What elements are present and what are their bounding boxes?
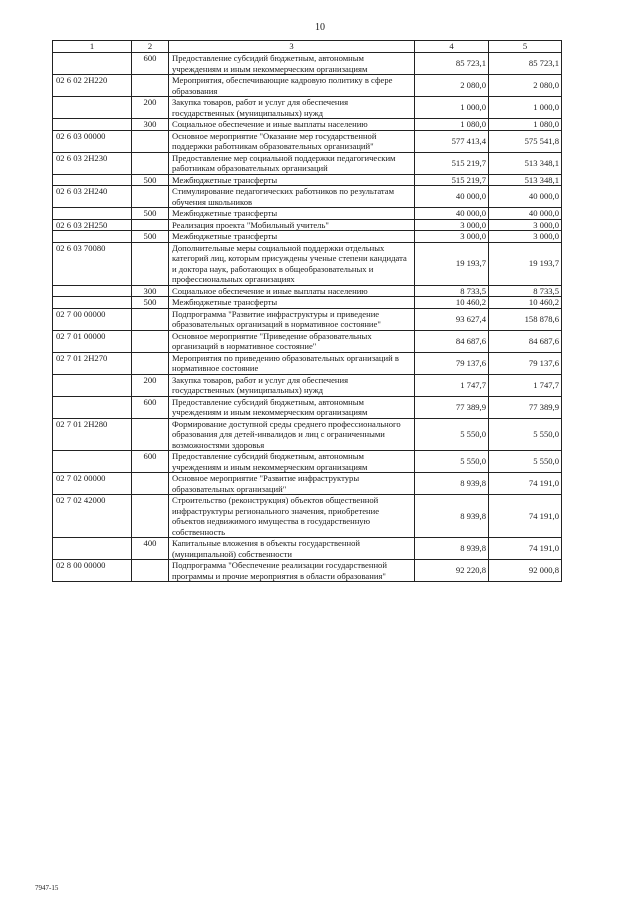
expense-type-cell bbox=[132, 186, 169, 208]
expense-type-cell: 300 bbox=[132, 119, 169, 131]
item-name-cell: Основное мероприятие "Развитие инфраструктуры образовательных организаций" bbox=[169, 473, 415, 495]
expense-type-cell: 500 bbox=[132, 208, 169, 220]
item-name-cell: Мероприятия по приведению образовательных организаций в нормативное состояние bbox=[169, 352, 415, 374]
expense-type-cell: 400 bbox=[132, 538, 169, 560]
table-body bbox=[53, 53, 562, 582]
value-1-cell: 85 723,1 bbox=[415, 53, 489, 75]
page-number: 10 bbox=[315, 22, 325, 33]
value-1-cell: 515 219,7 bbox=[415, 174, 489, 186]
column-header-type: 2 bbox=[132, 41, 169, 53]
value-2-cell: 40 000,0 bbox=[489, 186, 562, 208]
value-1-cell: 3 000,0 bbox=[415, 219, 489, 231]
value-2-cell: 158 878,6 bbox=[489, 308, 562, 330]
item-name-cell: Реализация проекта "Мобильный учитель" bbox=[169, 219, 415, 231]
value-2-cell: 79 137,6 bbox=[489, 352, 562, 374]
expense-type-cell bbox=[132, 75, 169, 97]
code-cell bbox=[53, 297, 132, 309]
table-row bbox=[53, 308, 562, 330]
value-1-cell: 92 220,8 bbox=[415, 560, 489, 582]
code-cell bbox=[53, 451, 132, 473]
value-2-cell: 575 541,8 bbox=[489, 130, 562, 152]
expense-type-cell: 600 bbox=[132, 396, 169, 418]
expense-type-cell bbox=[132, 219, 169, 231]
table-row bbox=[53, 285, 562, 297]
value-1-cell: 77 389,9 bbox=[415, 396, 489, 418]
value-1-cell: 8 733,5 bbox=[415, 285, 489, 297]
table-row bbox=[53, 219, 562, 231]
expense-type-cell: 500 bbox=[132, 297, 169, 309]
code-cell: 02 6 03 2Н230 bbox=[53, 152, 132, 174]
expense-type-cell bbox=[132, 330, 169, 352]
value-1-cell: 8 939,8 bbox=[415, 495, 489, 538]
value-1-cell: 577 413,4 bbox=[415, 130, 489, 152]
value-2-cell: 19 193,7 bbox=[489, 242, 562, 285]
value-1-cell: 40 000,0 bbox=[415, 208, 489, 220]
table-row bbox=[53, 451, 562, 473]
table-row bbox=[53, 538, 562, 560]
code-cell: 02 7 01 00000 bbox=[53, 330, 132, 352]
code-cell bbox=[53, 396, 132, 418]
expense-type-cell: 600 bbox=[132, 451, 169, 473]
item-name-cell: Межбюджетные трансферты bbox=[169, 174, 415, 186]
value-1-cell: 10 460,2 bbox=[415, 297, 489, 309]
item-name-cell: Предоставление субсидий бюджетным, автономным учреждениям и иным некоммерческим организациям bbox=[169, 451, 415, 473]
item-name-cell: Межбюджетные трансферты bbox=[169, 231, 415, 243]
table-row bbox=[53, 374, 562, 396]
item-name-cell: Межбюджетные трансферты bbox=[169, 297, 415, 309]
item-name-cell: Социальное обеспечение и иные выплаты населению bbox=[169, 119, 415, 131]
value-1-cell: 5 550,0 bbox=[415, 418, 489, 451]
value-2-cell: 85 723,1 bbox=[489, 53, 562, 75]
table-row bbox=[53, 560, 562, 582]
item-name-cell: Мероприятия, обеспечивающие кадровую политику в сфере образования bbox=[169, 75, 415, 97]
budget-table bbox=[52, 40, 562, 582]
expense-type-cell: 500 bbox=[132, 231, 169, 243]
item-name-cell: Основное мероприятие "Оказание мер государственной поддержки работникам образовательных организаций" bbox=[169, 130, 415, 152]
value-2-cell: 74 191,0 bbox=[489, 495, 562, 538]
item-name-cell: Основное мероприятие "Приведение образовательных организаций в нормативное состояние" bbox=[169, 330, 415, 352]
table-row bbox=[53, 75, 562, 97]
code-cell bbox=[53, 174, 132, 186]
expense-type-cell bbox=[132, 418, 169, 451]
table-row bbox=[53, 53, 562, 75]
expense-type-cell bbox=[132, 352, 169, 374]
code-cell bbox=[53, 374, 132, 396]
value-2-cell: 513 348,1 bbox=[489, 152, 562, 174]
table-row bbox=[53, 297, 562, 309]
item-name-cell: Предоставление мер социальной поддержки педагогическим работникам образовательных организаций bbox=[169, 152, 415, 174]
item-name-cell: Дополнительные меры социальной поддержки отдельных категорий лиц, которым присуждены ученые степени кандидата и доктора наук, работающих в общеобразовательных и профессиональных организациях bbox=[169, 242, 415, 285]
code-cell bbox=[53, 208, 132, 220]
code-cell: 02 7 01 2Н280 bbox=[53, 418, 132, 451]
code-cell: 02 6 03 2Н250 bbox=[53, 219, 132, 231]
item-name-cell: Строительство (реконструкция) объектов общественной инфраструктуры регионального значения, приобретение объектов недвижимого имущества в государственную собственность bbox=[169, 495, 415, 538]
code-cell bbox=[53, 538, 132, 560]
value-1-cell: 3 000,0 bbox=[415, 231, 489, 243]
item-name-cell: Предоставление субсидий бюджетным, автономным учреждениям и иным некоммерческим организациям bbox=[169, 396, 415, 418]
code-cell bbox=[53, 285, 132, 297]
table-row bbox=[53, 208, 562, 220]
expense-type-cell: 200 bbox=[132, 97, 169, 119]
expense-type-cell: 500 bbox=[132, 174, 169, 186]
item-name-cell: Межбюджетные трансферты bbox=[169, 208, 415, 220]
item-name-cell: Подпрограмма "Развитие инфраструктуры и приведение образовательных организаций в нормативное состояние" bbox=[169, 308, 415, 330]
table-row bbox=[53, 130, 562, 152]
expense-type-cell bbox=[132, 152, 169, 174]
code-cell: 02 6 03 70080 bbox=[53, 242, 132, 285]
table-row bbox=[53, 352, 562, 374]
value-2-cell: 2 080,0 bbox=[489, 75, 562, 97]
code-cell: 02 7 02 00000 bbox=[53, 473, 132, 495]
footer-code: 7947-15 bbox=[35, 884, 59, 892]
value-1-cell: 2 080,0 bbox=[415, 75, 489, 97]
expense-type-cell: 300 bbox=[132, 285, 169, 297]
value-2-cell: 513 348,1 bbox=[489, 174, 562, 186]
value-2-cell: 5 550,0 bbox=[489, 418, 562, 451]
column-number-row bbox=[53, 41, 562, 53]
table-row bbox=[53, 495, 562, 538]
column-header-value-2: 5 bbox=[489, 41, 562, 53]
code-cell: 02 8 00 00000 bbox=[53, 560, 132, 582]
code-cell: 02 6 03 00000 bbox=[53, 130, 132, 152]
value-1-cell: 84 687,6 bbox=[415, 330, 489, 352]
value-2-cell: 74 191,0 bbox=[489, 473, 562, 495]
value-1-cell: 93 627,4 bbox=[415, 308, 489, 330]
value-1-cell: 8 939,8 bbox=[415, 473, 489, 495]
code-cell bbox=[53, 119, 132, 131]
expense-type-cell: 600 bbox=[132, 53, 169, 75]
code-cell: 02 6 03 2Н240 bbox=[53, 186, 132, 208]
table-row bbox=[53, 396, 562, 418]
table-row bbox=[53, 418, 562, 451]
expense-type-cell bbox=[132, 473, 169, 495]
value-2-cell: 84 687,6 bbox=[489, 330, 562, 352]
table-row bbox=[53, 242, 562, 285]
table-row bbox=[53, 174, 562, 186]
item-name-cell: Подпрограмма "Обеспечение реализации государственной программы и прочие мероприятия в области образования" bbox=[169, 560, 415, 582]
table-row bbox=[53, 330, 562, 352]
item-name-cell: Закупка товаров, работ и услуг для обеспечения государственных (муниципальных) нужд bbox=[169, 374, 415, 396]
value-2-cell: 8 733,5 bbox=[489, 285, 562, 297]
table-row bbox=[53, 152, 562, 174]
value-1-cell: 515 219,7 bbox=[415, 152, 489, 174]
column-header-name: 3 bbox=[169, 41, 415, 53]
code-cell: 02 7 00 00000 bbox=[53, 308, 132, 330]
value-1-cell: 5 550,0 bbox=[415, 451, 489, 473]
value-2-cell: 10 460,2 bbox=[489, 297, 562, 309]
expense-type-cell bbox=[132, 130, 169, 152]
table-row bbox=[53, 119, 562, 131]
value-2-cell: 92 000,8 bbox=[489, 560, 562, 582]
item-name-cell: Капитальные вложения в объекты государственной (муниципальной) собственности bbox=[169, 538, 415, 560]
value-2-cell: 40 000,0 bbox=[489, 208, 562, 220]
table-row bbox=[53, 231, 562, 243]
value-1-cell: 1 000,0 bbox=[415, 97, 489, 119]
value-2-cell: 77 389,9 bbox=[489, 396, 562, 418]
value-1-cell: 8 939,8 bbox=[415, 538, 489, 560]
code-cell: 02 7 02 42000 bbox=[53, 495, 132, 538]
item-name-cell: Предоставление субсидий бюджетным, автономным учреждениям и иным некоммерческим организациям bbox=[169, 53, 415, 75]
value-2-cell: 3 000,0 bbox=[489, 231, 562, 243]
expense-type-cell bbox=[132, 495, 169, 538]
code-cell: 02 6 02 2Н220 bbox=[53, 75, 132, 97]
value-1-cell: 40 000,0 bbox=[415, 186, 489, 208]
value-2-cell: 1 747,7 bbox=[489, 374, 562, 396]
value-1-cell: 19 193,7 bbox=[415, 242, 489, 285]
item-name-cell: Формирование доступной среды среднего профессионального образования для детей-инвалидов и лиц с ограниченными возможностями здоровья bbox=[169, 418, 415, 451]
expense-type-cell bbox=[132, 308, 169, 330]
expense-type-cell bbox=[132, 242, 169, 285]
item-name-cell: Стимулирование педагогических работников по результатам обучения школьников bbox=[169, 186, 415, 208]
value-2-cell: 1 080,0 bbox=[489, 119, 562, 131]
column-header-code: 1 bbox=[53, 41, 132, 53]
value-2-cell: 1 000,0 bbox=[489, 97, 562, 119]
code-cell: 02 7 01 2Н270 bbox=[53, 352, 132, 374]
table-row bbox=[53, 97, 562, 119]
value-1-cell: 1 747,7 bbox=[415, 374, 489, 396]
column-header-value-1: 4 bbox=[415, 41, 489, 53]
code-cell bbox=[53, 97, 132, 119]
value-2-cell: 3 000,0 bbox=[489, 219, 562, 231]
value-2-cell: 5 550,0 bbox=[489, 451, 562, 473]
code-cell bbox=[53, 53, 132, 75]
value-2-cell: 74 191,0 bbox=[489, 538, 562, 560]
expense-type-cell: 200 bbox=[132, 374, 169, 396]
item-name-cell: Закупка товаров, работ и услуг для обеспечения государственных (муниципальных) нужд bbox=[169, 97, 415, 119]
item-name-cell: Социальное обеспечение и иные выплаты населению bbox=[169, 285, 415, 297]
expense-type-cell bbox=[132, 560, 169, 582]
table-row bbox=[53, 186, 562, 208]
value-1-cell: 79 137,6 bbox=[415, 352, 489, 374]
code-cell bbox=[53, 231, 132, 243]
table-row bbox=[53, 473, 562, 495]
value-1-cell: 1 080,0 bbox=[415, 119, 489, 131]
